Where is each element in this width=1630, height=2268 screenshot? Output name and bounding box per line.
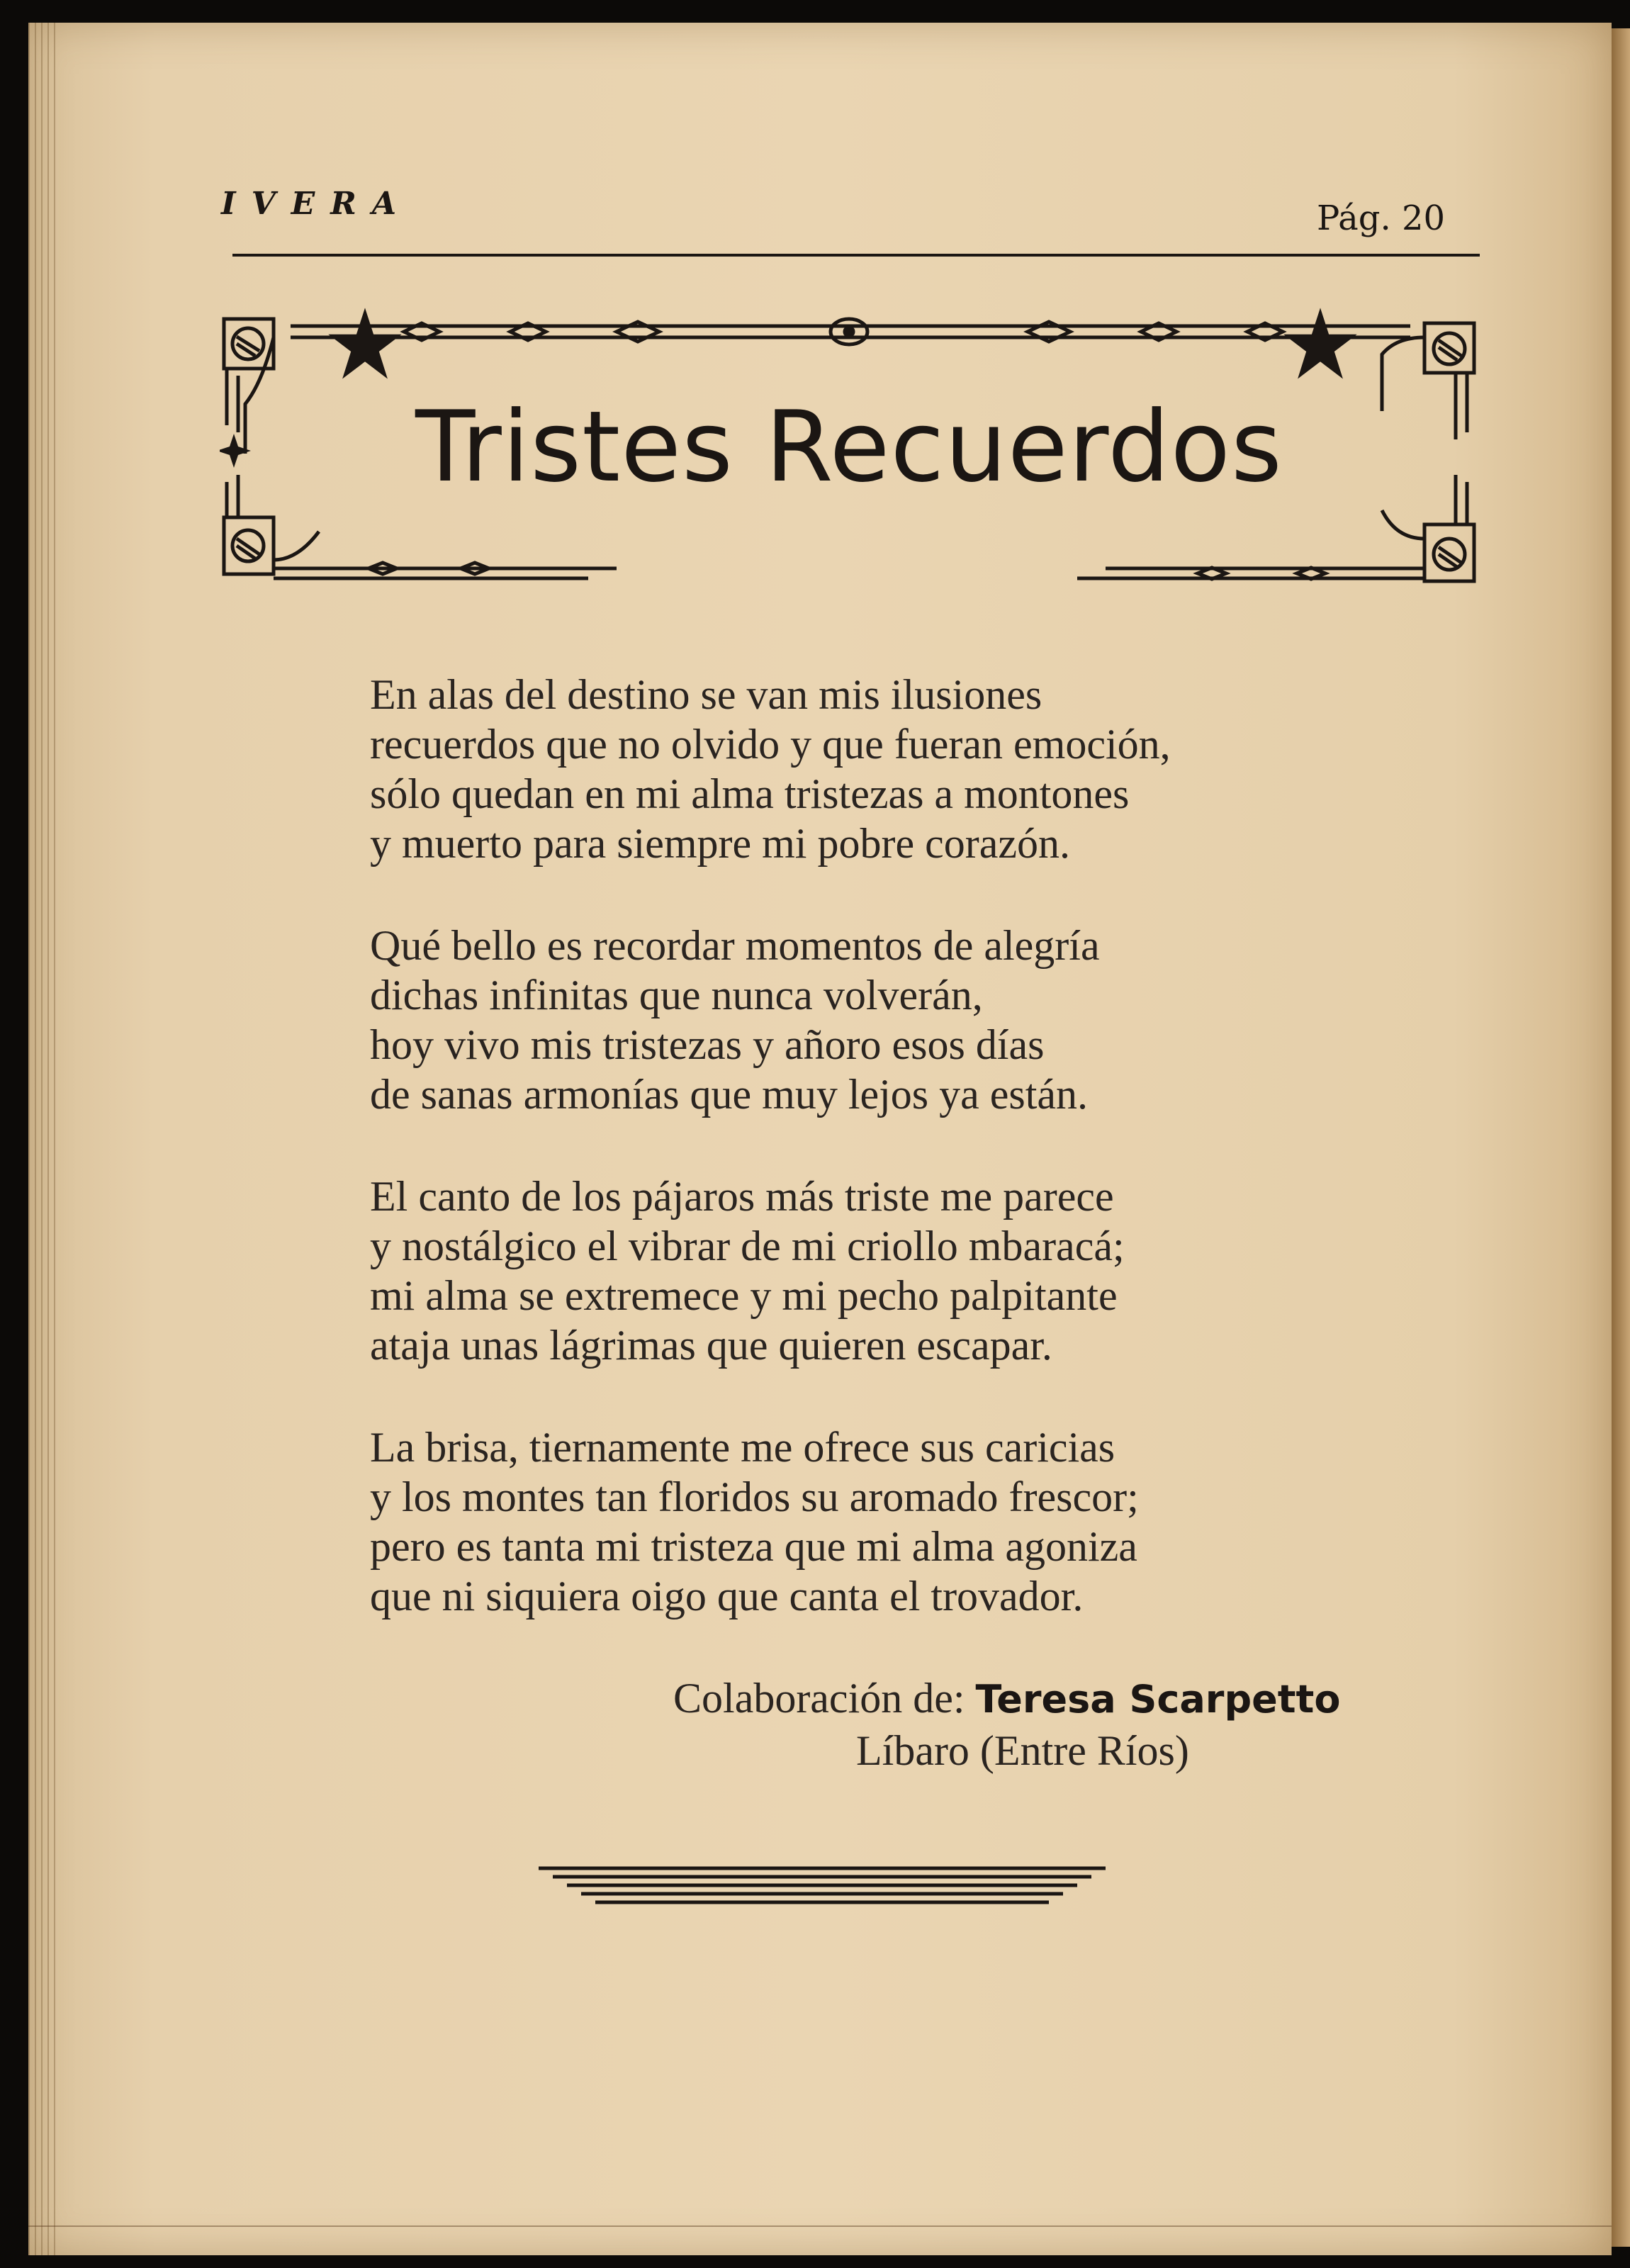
header-rule	[232, 254, 1480, 257]
page-edges	[28, 23, 57, 2255]
poem-line: En alas del destino se van mis ilusiones	[370, 671, 1042, 718]
poem-line: El canto de los pájaros más triste me parece	[370, 1173, 1114, 1220]
stanza	[370, 1422, 1433, 1621]
poem-line: que ni siquiera oigo que canta el trovador.	[370, 1573, 1084, 1619]
poem-line: y nostálgico el vibrar de mi criollo mbaracá;	[370, 1223, 1125, 1269]
poem-line: sólo quedan en mi alma tristezas a montones	[370, 770, 1130, 817]
poem-line: La brisa, tiernamente me ofrece sus caricias	[370, 1424, 1115, 1471]
stanza	[370, 670, 1433, 868]
credit-label: Colaboración de:	[673, 1675, 965, 1722]
poem-line: Qué bello es recordar momentos de alegría	[370, 922, 1100, 969]
poem-line: hoy vivo mis tristezas y añoro esos días	[370, 1021, 1045, 1068]
stanza	[370, 1172, 1433, 1370]
line-ornament-icon	[539, 1861, 1106, 1918]
star-icon	[326, 305, 404, 383]
credit-author: Teresa Scarpetto	[975, 1677, 1341, 1722]
poem-line: y muerto para siempre mi pobre corazón.	[370, 820, 1070, 867]
poem-title: Tristes Recuerdos	[415, 390, 1283, 504]
stanza	[370, 921, 1433, 1119]
page-number: Pág. 20	[1317, 198, 1446, 238]
poem-line: mi alma se extremece y mi pecho palpitante	[370, 1272, 1118, 1319]
title-banner	[220, 305, 1478, 610]
star-icon	[1281, 305, 1359, 383]
poem-line: pero es tanta mi tristeza que mi alma agoniza	[370, 1523, 1137, 1570]
journal-name: IVERA	[221, 186, 412, 222]
poem-line: recuerdos que no olvido y que fueran emoción,	[370, 721, 1171, 768]
poem-line: ataja unas lágrimas que quieren escapar.	[370, 1322, 1052, 1369]
bottom-edge	[28, 2225, 1612, 2241]
poem-line: dichas infinitas que nunca volverán,	[370, 972, 983, 1018]
binding-edge	[1612, 28, 1630, 2247]
poem-line: y los montes tan floridos su aromado frescor;	[370, 1473, 1139, 1520]
poem-line: de sanas armonías que muy lejos ya están.	[370, 1071, 1089, 1118]
poem-body	[370, 670, 1433, 1673]
credit-block	[673, 1673, 1340, 1776]
credit-place: Líbaro (Entre Ríos)	[856, 1727, 1189, 1774]
